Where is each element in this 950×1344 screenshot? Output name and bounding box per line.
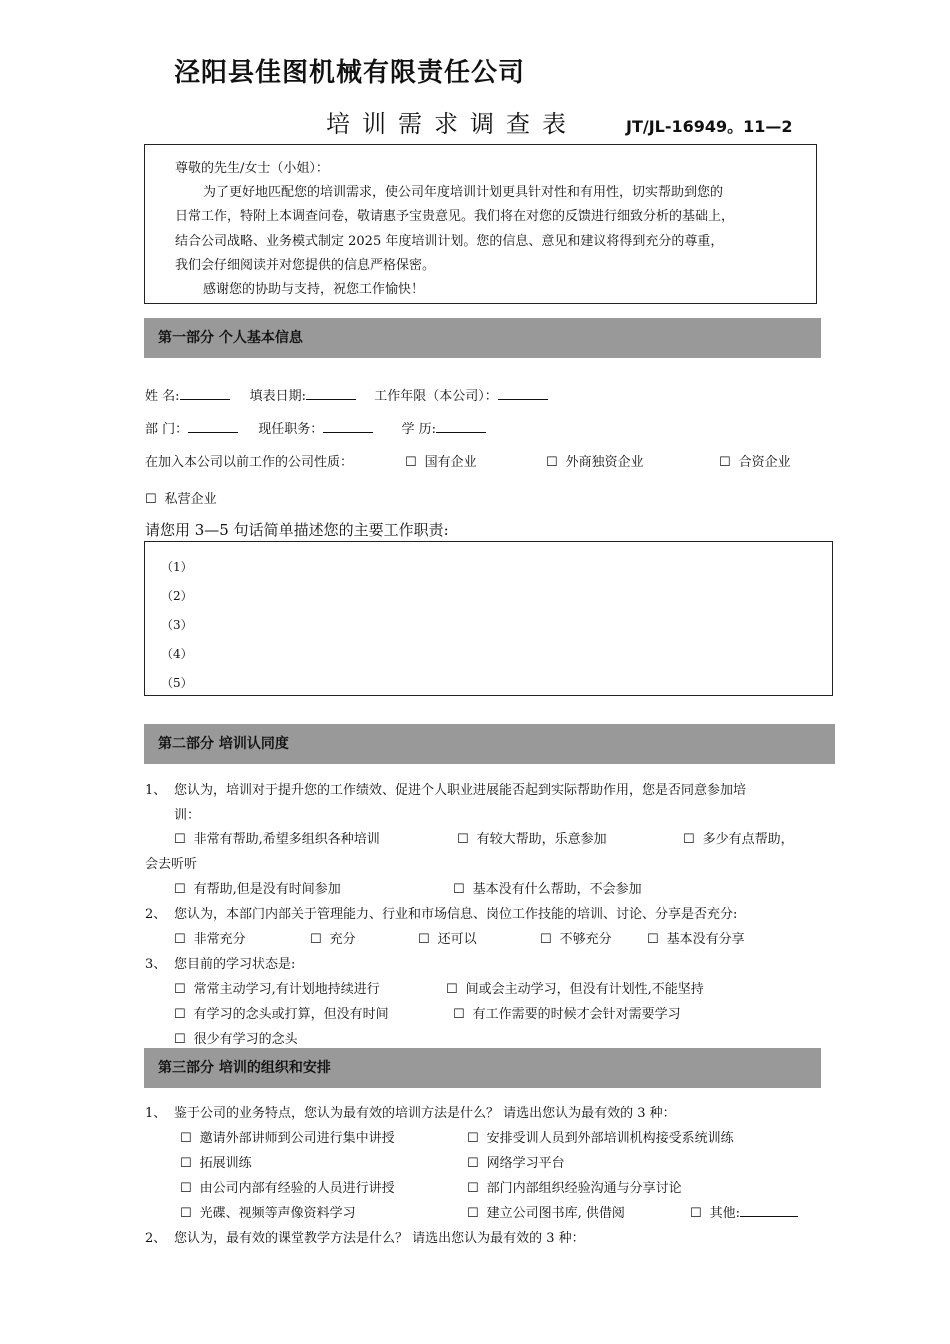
checkbox-icon[interactable]: ☐ bbox=[418, 932, 430, 947]
option-p2q1-4[interactable] bbox=[174, 878, 341, 897]
checkbox-icon[interactable]: ☐ bbox=[145, 492, 157, 507]
checkbox-icon[interactable]: ☐ bbox=[453, 882, 465, 897]
company-name: 泾阳县佳图机械有限责任公司 bbox=[174, 58, 526, 88]
checkbox-icon[interactable]: ☐ bbox=[180, 1181, 192, 1196]
form-code: JT/JL-16949。11—2 bbox=[626, 117, 793, 136]
checkbox-icon[interactable]: ☐ bbox=[647, 932, 659, 947]
company-type-option-2[interactable] bbox=[546, 451, 644, 470]
date-field[interactable] bbox=[306, 387, 356, 400]
option-p2q3-4[interactable] bbox=[453, 1003, 681, 1022]
duty-box[interactable] bbox=[144, 541, 833, 696]
q-number: 2、 bbox=[145, 1231, 167, 1246]
option-label: 不够充分 bbox=[559, 932, 612, 947]
q-number: 1、 bbox=[145, 1106, 167, 1121]
intro-line-3: 结合公司战略、业务模式制定 2025 年度培训计划。您的信息、意见和建议将得到充分的尊重， bbox=[175, 234, 724, 249]
q-number: 3、 bbox=[145, 957, 167, 972]
checkbox-icon[interactable]: ☐ bbox=[467, 1131, 479, 1146]
option-p2q2-3[interactable] bbox=[418, 928, 477, 947]
option-p2q3-3[interactable] bbox=[174, 1003, 389, 1022]
option-p2q2-4[interactable] bbox=[540, 928, 612, 947]
option-label: 邀请外部讲师到公司进行集中讲授 bbox=[199, 1131, 395, 1146]
question-text: 鉴于公司的业务特点，您认为最有效的培训方法是什么？ 请选出您认为最有效的 3 种： bbox=[174, 1106, 676, 1121]
option-p3q1-1[interactable] bbox=[180, 1127, 395, 1146]
checkbox-icon[interactable]: ☐ bbox=[457, 832, 469, 847]
checkbox-icon[interactable]: ☐ bbox=[719, 455, 731, 470]
checkbox-icon[interactable]: ☐ bbox=[540, 932, 552, 947]
option-label: 常常主动学习,有计划地持续进行 bbox=[193, 982, 380, 997]
question-text: 您认为，培训对于提升您的工作绩效、促进个人职业进展能否起到实际帮助作用，您是否同意参加培 bbox=[174, 783, 747, 798]
question-text-wrap: 训： bbox=[174, 808, 201, 823]
checkbox-icon[interactable]: ☐ bbox=[174, 882, 186, 897]
option-label: 有工作需要的时候才会针对需要学习 bbox=[472, 1007, 681, 1022]
checkbox-icon[interactable]: ☐ bbox=[683, 832, 695, 847]
option-p2q1-3[interactable] bbox=[683, 828, 794, 847]
q-number: 1、 bbox=[145, 783, 167, 798]
intro-line-2: 日常工作，特附上本调查问卷，敬请惠予宝贵意见。我们将在对您的反馈进行细致分析的基础上， bbox=[175, 209, 735, 224]
option-p2q3-2[interactable] bbox=[446, 978, 704, 997]
checkbox-icon[interactable]: ☐ bbox=[690, 1206, 702, 1221]
duty-line-2: （2） bbox=[161, 589, 193, 603]
checkbox-icon[interactable]: ☐ bbox=[174, 1032, 186, 1047]
other-field[interactable] bbox=[740, 1204, 798, 1217]
option-label: 间或会主动学习，但没有计划性,不能坚持 bbox=[465, 982, 704, 997]
checkbox-icon[interactable]: ☐ bbox=[180, 1131, 192, 1146]
checkbox-icon[interactable]: ☐ bbox=[546, 455, 558, 470]
option-label: 安排受训人员到外部培训机构接受系统训练 bbox=[486, 1131, 734, 1146]
option-label: 基本没有什么帮助，不会参加 bbox=[472, 882, 642, 897]
checkbox-icon[interactable]: ☐ bbox=[174, 982, 186, 997]
checkbox-icon[interactable]: ☐ bbox=[446, 982, 458, 997]
option-label: 光碟、视频等声像资料学习 bbox=[199, 1206, 356, 1221]
duty-line-4: （4） bbox=[161, 647, 193, 661]
option-p3q1-9[interactable] bbox=[690, 1202, 798, 1221]
company-type-option-3[interactable] bbox=[719, 451, 791, 470]
company-type-option-4[interactable] bbox=[145, 488, 217, 507]
dept-label: 部 门： bbox=[145, 422, 189, 437]
option-label: 国有企业 bbox=[424, 455, 477, 470]
checkbox-icon[interactable]: ☐ bbox=[467, 1206, 479, 1221]
checkbox-icon[interactable]: ☐ bbox=[405, 455, 417, 470]
option-p3q1-2[interactable] bbox=[467, 1127, 734, 1146]
option-label: 部门内部组织经验沟通与分享讨论 bbox=[486, 1181, 682, 1196]
option-label: 建立公司图书库, 供借阅 bbox=[486, 1206, 625, 1221]
option-p2q2-2[interactable] bbox=[310, 928, 356, 947]
section-heading-text: 第二部分 培训认同度 bbox=[158, 736, 289, 752]
intro-greeting: 尊敬的先生/女士（小姐）： bbox=[175, 161, 329, 176]
dept-field[interactable] bbox=[188, 420, 238, 433]
intro-line-4: 我们会仔细阅读并对您提供的信息严格保密。 bbox=[175, 258, 436, 273]
option-label: 非常充分 bbox=[193, 932, 246, 947]
checkbox-icon[interactable]: ☐ bbox=[180, 1206, 192, 1221]
intro-thanks: 感谢您的协助与支持，祝您工作愉快！ bbox=[203, 282, 425, 297]
company-type-label: 在加入本公司以前工作的公司性质： bbox=[145, 455, 354, 470]
section-heading-part3 bbox=[144, 1048, 821, 1088]
option-label: 私营企业 bbox=[164, 492, 217, 507]
option-p3q1-7[interactable] bbox=[180, 1202, 356, 1221]
date-label: 填表日期: bbox=[249, 389, 307, 404]
intro-box bbox=[144, 144, 817, 304]
option-p3q1-4[interactable] bbox=[467, 1152, 565, 1171]
checkbox-icon[interactable]: ☐ bbox=[467, 1181, 479, 1196]
option-p3q1-3[interactable] bbox=[180, 1152, 252, 1171]
option-p2q1-5[interactable] bbox=[453, 878, 642, 897]
section-heading-part2 bbox=[144, 724, 835, 764]
checkbox-icon[interactable]: ☐ bbox=[174, 832, 186, 847]
option-p2q1-2[interactable] bbox=[457, 828, 607, 847]
option-p2q2-5[interactable] bbox=[647, 928, 745, 947]
q-number: 2、 bbox=[145, 907, 167, 922]
option-label: 由公司内部有经验的人员进行讲授 bbox=[199, 1181, 395, 1196]
option-p2q2-1[interactable] bbox=[174, 928, 246, 947]
question-text: 您认为，最有效的课堂教学方法是什么？ 请选出您认为最有效的 3 种： bbox=[174, 1231, 585, 1246]
checkbox-icon[interactable]: ☐ bbox=[174, 1007, 186, 1022]
question-text: 您目前的学习状态是: bbox=[174, 957, 296, 972]
option-p2q3-1[interactable] bbox=[174, 978, 380, 997]
option-p3q1-6[interactable] bbox=[467, 1177, 682, 1196]
option-label: 外商独资企业 bbox=[565, 455, 644, 470]
name-label: 姓 名: bbox=[145, 389, 180, 404]
duty-line-3: （3） bbox=[161, 618, 193, 632]
option-label: 有学习的念头或打算，但没有时间 bbox=[193, 1007, 389, 1022]
option-label: 充分 bbox=[329, 932, 356, 947]
option-label: 多少有点帮助， bbox=[702, 832, 794, 847]
position-label: 现任职务： bbox=[258, 422, 324, 437]
option-p3q1-8[interactable] bbox=[467, 1202, 625, 1221]
section-heading-text: 第三部分 培训的组织和安排 bbox=[158, 1060, 331, 1076]
checkbox-icon[interactable]: ☐ bbox=[453, 1007, 465, 1022]
option-p2q1-1[interactable] bbox=[174, 828, 380, 847]
section-heading-text: 第一部分 个人基本信息 bbox=[158, 330, 303, 346]
edu-label: 学 历: bbox=[401, 422, 436, 437]
option-label: 非常有帮助,希望多组织各种培训 bbox=[193, 832, 380, 847]
option-label: 有帮助,但是没有时间参加 bbox=[193, 882, 341, 897]
form-title: 培训需求调查表 bbox=[326, 110, 578, 138]
years-label: 工作年限（本公司）： bbox=[374, 389, 498, 404]
years-field[interactable] bbox=[498, 387, 548, 400]
question-text: 您认为，本部门内部关于管理能力、行业和市场信息、岗位工作技能的培训、讨论、分享是否充分: bbox=[174, 907, 738, 922]
intro-line-1: 为了更好地匹配您的培训需求，使公司年度培训计划更具针对性和有用性，切实帮助到您的 bbox=[203, 185, 724, 200]
duty-line-5: （5） bbox=[161, 676, 193, 690]
option-label: 很少有学习的念头 bbox=[193, 1032, 298, 1047]
checkbox-icon[interactable]: ☐ bbox=[180, 1156, 192, 1171]
duty-line-1: （1） bbox=[161, 560, 193, 574]
duty-prompt: 请您用 3—5 句话简单描述您的主要工作职责: bbox=[145, 521, 449, 539]
option-p2q3-5[interactable] bbox=[174, 1028, 298, 1047]
option-label: 其他: bbox=[709, 1206, 741, 1221]
position-field[interactable] bbox=[323, 420, 373, 433]
edu-field[interactable] bbox=[436, 420, 486, 433]
option-label: 拓展训练 bbox=[199, 1156, 252, 1171]
option-label: 有较大帮助，乐意参加 bbox=[476, 832, 607, 847]
checkbox-icon[interactable]: ☐ bbox=[467, 1156, 479, 1171]
checkbox-icon[interactable]: ☐ bbox=[174, 932, 186, 947]
section-heading-part1 bbox=[144, 318, 821, 358]
option-label: 基本没有分享 bbox=[666, 932, 745, 947]
info-row-2 bbox=[145, 418, 486, 437]
option-label: 合资企业 bbox=[738, 455, 791, 470]
checkbox-icon[interactable]: ☐ bbox=[310, 932, 322, 947]
option-wrap-text: 会去听听 bbox=[145, 857, 198, 872]
option-p3q1-5[interactable] bbox=[180, 1177, 395, 1196]
option-label: 网络学习平台 bbox=[486, 1156, 565, 1171]
name-field[interactable] bbox=[180, 387, 230, 400]
option-label: 还可以 bbox=[437, 932, 477, 947]
company-type-option-1[interactable] bbox=[405, 451, 477, 470]
info-row-1 bbox=[145, 385, 548, 404]
